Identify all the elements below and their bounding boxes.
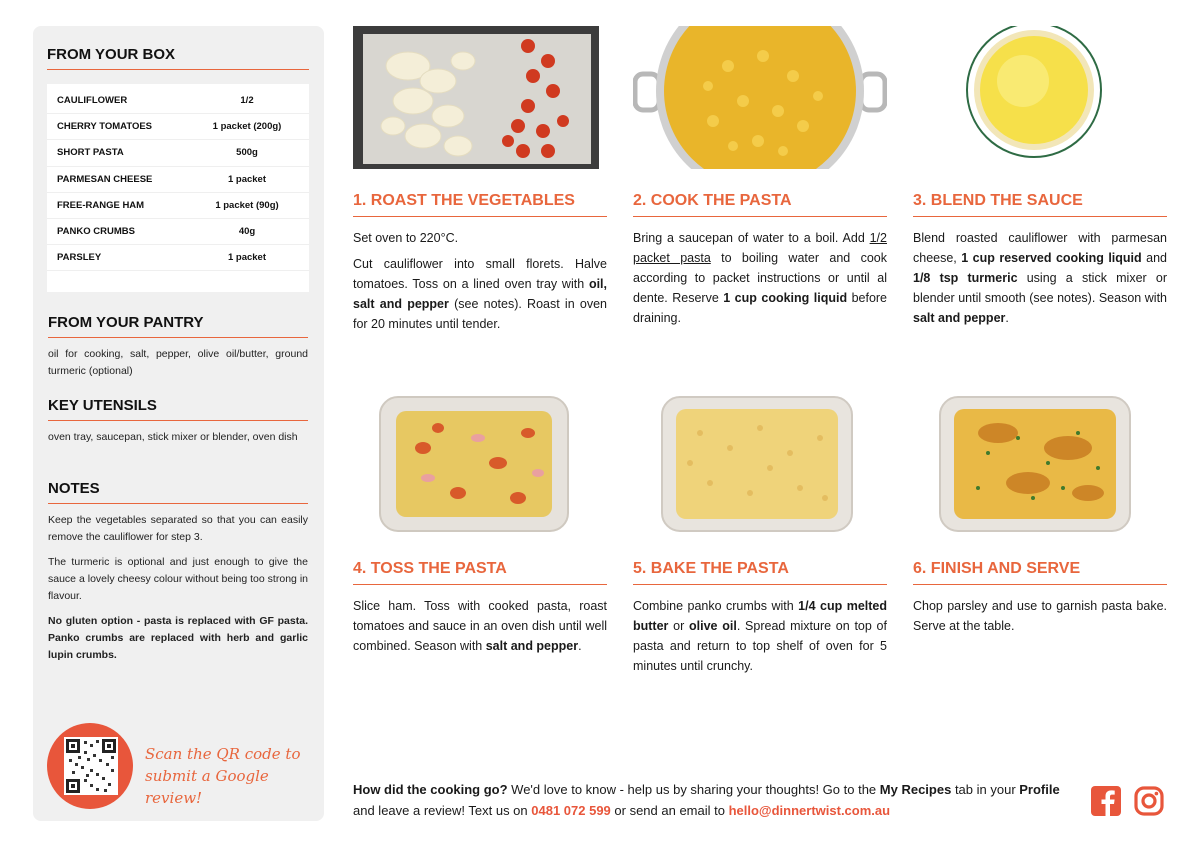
note-item: No gluten option - pasta is replaced with GF pasta. Panko crumbs are replaced with herb and garlic lupin crumbs. [48,615,308,661]
step-1-title: 1. ROAST THE VEGETABLES [353,192,607,217]
utensils-text: oven tray, saucepan, stick mixer or blender, oven dish [48,431,298,443]
ingredient-row [47,219,309,245]
ingredient-name: PARMESAN CHEESE [57,173,153,185]
ingredient-name: FREE-RANGE HAM [57,199,145,211]
notes-heading: NOTES [48,480,308,504]
from-your-box-section [47,46,309,292]
step-5-title: 5. BAKE THE PASTA [633,560,887,585]
ingredient-name: CHERRY TOMATOES [57,121,153,133]
qr-note-line: submit a Google review! [145,767,269,807]
qr-badge [47,723,133,809]
step-4-text: Slice ham. Toss with cooked pasta, roast tomatoes and sauce in an oven dish until well combined. Season with salt and pepper. [353,599,607,653]
facebook-icon[interactable] [1091,786,1121,816]
note-item: The turmeric is optional and just enough to give the sauce a lovely cheesy colour without being too strong in flavour. [48,556,308,602]
step-5-text: Combine panko crumbs with 1/4 cup melted butter or olive oil. Spread mixture on top of pasta and return to top shelf of oven for 5 minutes until crunchy. [633,599,887,673]
ingredient-row [47,193,309,219]
pantry-text: oil for cooking, salt, pepper, olive oil/butter, ground turmeric (optional) [48,348,308,377]
ingredient-qty: 1 packet (90g) [215,199,279,211]
roast-vegetables-photo [353,26,599,169]
utensils-section [48,397,308,446]
step-6-text: Chop parsley and use to garnish pasta bake. Serve at the table. [913,599,1167,633]
step-3-text: Blend roasted cauliflower with parmesan cheese, 1 cup reserved cooking liquid and 1/8 tsp turmeric using a stick mixer or blender until smooth (see notes). Season with salt and pepper. [913,231,1167,325]
ingredient-name: PANKO CRUMBS [57,226,135,238]
ingredient-qty: 1/2 [240,95,254,107]
step-1-text [353,228,607,340]
ingredient-name: PARSLEY [57,252,102,264]
from-your-box-heading: FROM YOUR BOX [47,46,309,70]
step-2-text: Bring a saucepan of water to a boil. Add 1/2 packet pasta to boiling water and cook according to packet instructions or until al dente. Reserve 1 cup cooking liquid before draining. [633,231,888,325]
pantry-section [48,314,308,380]
ingredient-row [47,140,309,166]
sidebar [33,26,324,821]
ingredient-name: SHORT PASTA [57,147,124,159]
ingredient-row [47,167,309,193]
instagram-icon[interactable] [1134,786,1164,816]
ingredient-qty: 1 packet [227,252,267,264]
cook-pasta-photo [633,26,887,169]
step-2-title: 2. COOK THE PASTA [633,192,887,217]
ingredient-name: CAULIFLOWER [57,95,128,107]
ingredients-table [47,84,309,292]
ingredient-qty: 1 packet (200g) [212,121,282,133]
phone-link[interactable]: 0481 072 599 [531,803,611,818]
step-1-p1: Set oven to 220°C. [353,231,459,245]
step-4-title: 4. TOSS THE PASTA [353,560,607,585]
ingredient-qty: 500g [236,147,258,159]
qr-code-icon[interactable] [64,737,118,795]
qr-note [145,743,324,809]
bake-pasta-photo [660,393,855,535]
qr-note-line: Scan the QR code to [145,745,301,763]
toss-pasta-photo [378,393,570,535]
email-link[interactable]: hello@dinnertwist.com.au [728,803,891,818]
utensils-heading: KEY UTENSILS [48,397,308,421]
ingredient-row [47,245,309,271]
step-1-p2: Cut cauliflower into small florets. Halve tomatoes. Toss on a lined oven tray with oil, salt and pepper (see notes). Roast in oven for 20 minutes until tender. [353,257,607,331]
ingredient-row [47,114,309,140]
ingredient-qty: 40g [238,226,256,238]
ingredient-row [47,88,309,114]
ingredient-qty: 1 packet [227,173,267,185]
footer-feedback: How did the cooking go? We'd love to know - help us by sharing your thoughts! Go to the My Recipes tab in your Profile and leave a review! Text us on 0481 072 599 or send an email to hello@dinnertwist.com.au [353,782,1060,818]
pantry-heading: FROM YOUR PANTRY [48,314,308,338]
blend-sauce-photo [913,26,1167,169]
step-6-title: 6. FINISH AND SERVE [913,560,1167,585]
step-3-title: 3. BLEND THE SAUCE [913,192,1167,217]
notes-section [48,480,308,664]
finish-serve-photo [938,393,1133,535]
note-item: Keep the vegetables separated so that you can easily remove the cauliflower for step 3. [48,514,308,543]
